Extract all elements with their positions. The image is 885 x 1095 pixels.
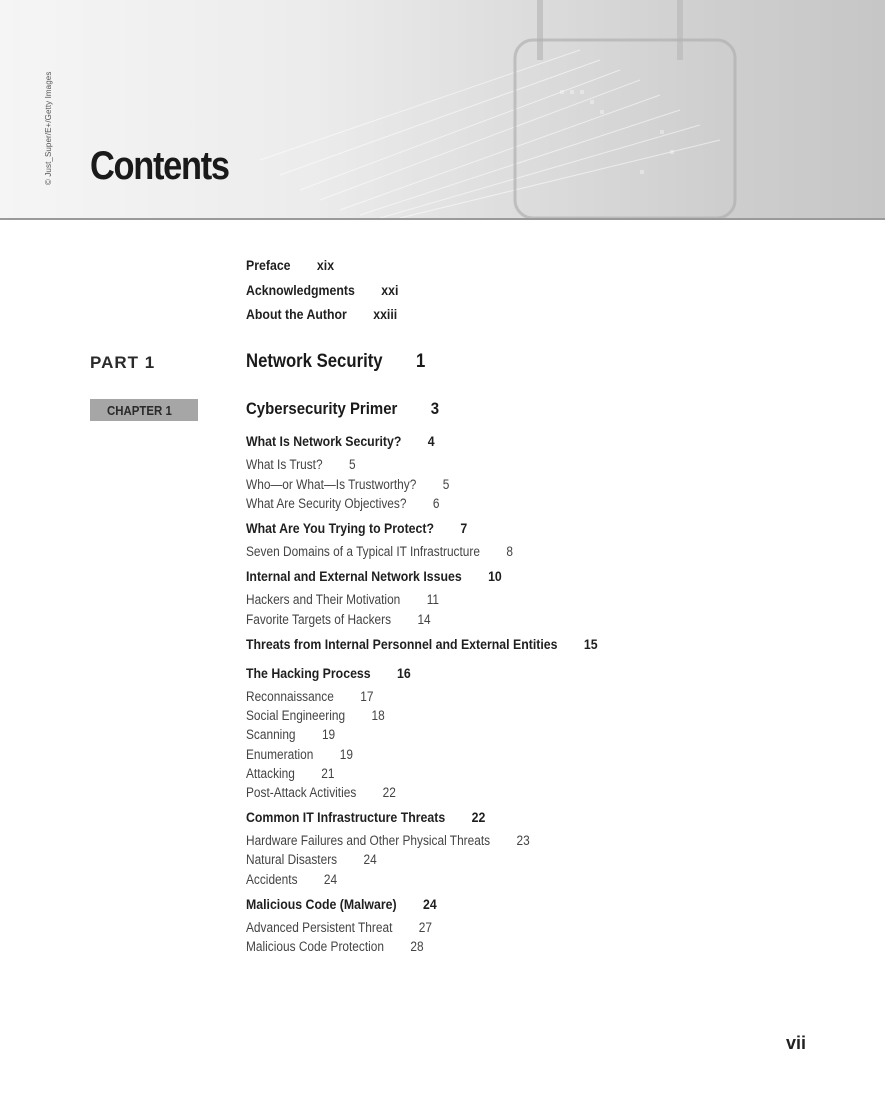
part-page: 1	[416, 351, 426, 372]
chapter-title-entry[interactable]	[246, 399, 465, 419]
toc-subsection-title: Attacking	[246, 766, 295, 781]
toc-subsection-title: Hardware Failures and Other Physical Threats	[246, 833, 491, 848]
toc-subsection-title: Favorite Targets of Hackers	[246, 612, 392, 627]
toc-subsection-title: Social Engineering	[246, 708, 346, 723]
toc-subsection-page: 11	[426, 592, 440, 607]
toc-section-page: 16	[397, 665, 411, 681]
toc-subsection-page: 23	[516, 833, 530, 848]
toc-subsection-title: Who—or What—Is Trustworthy?	[246, 477, 417, 492]
chapter-label-box	[90, 399, 198, 421]
toc-section-page: 22	[471, 809, 486, 825]
toc-section[interactable]	[246, 665, 433, 681]
toc-section[interactable]	[246, 809, 518, 825]
chapter-label: CHAPTER 1	[107, 402, 173, 418]
toc-subsection-page: 27	[418, 920, 433, 935]
toc-subsection-title: What Is Trust?	[246, 457, 323, 472]
toc-section[interactable]	[246, 520, 497, 536]
toc-subsection-title: Accidents	[246, 872, 298, 887]
toc-subsection-page: 19	[321, 727, 336, 742]
toc-subsection-title: Enumeration	[246, 747, 314, 762]
toc-subsection[interactable]	[246, 727, 347, 742]
toc-subsection-title: Post-Attack Activities	[246, 785, 357, 800]
part-title-entry[interactable]	[246, 351, 450, 373]
toc-section-title: Threats from Internal Personnel and External Entities	[246, 636, 558, 652]
toc-subsection-page: 8	[506, 544, 513, 559]
toc-section-title: Malicious Code (Malware)	[246, 896, 397, 912]
toc-entry-title: About the Author	[246, 306, 347, 322]
toc-subsection[interactable]	[246, 833, 568, 848]
toc-section-page: 24	[423, 896, 437, 912]
toc-subsection-page: 14	[417, 612, 431, 627]
toc-subsection[interactable]	[246, 457, 371, 472]
toc-entry-about-author[interactable]	[246, 306, 418, 322]
toc-section[interactable]	[246, 636, 646, 652]
toc-section-title: Common IT Infrastructure Threats	[246, 809, 446, 825]
toc-subsection-title: Scanning	[246, 727, 296, 742]
toc-subsection[interactable]	[246, 612, 456, 627]
toc-section-page: 10	[488, 568, 502, 584]
toc-entry-page: xxi	[381, 282, 399, 298]
toc-subsection[interactable]	[246, 920, 457, 935]
toc-section[interactable]	[246, 433, 460, 449]
toc-subsection[interactable]	[246, 477, 477, 492]
toc-subsection-page: 24	[323, 872, 338, 887]
toc-subsection-page: 19	[339, 747, 353, 762]
photo-credit: © Just_Super/E+/Getty Images	[44, 71, 53, 185]
toc-subsection-page: 5	[442, 477, 450, 492]
toc-subsection-title: What Are Security Objectives?	[246, 496, 407, 511]
toc-entry-page: xix	[316, 257, 335, 273]
chapter-title: Cybersecurity Primer	[246, 399, 398, 418]
toc-subsection-page: 22	[382, 785, 396, 800]
toc-subsection-title: Malicious Code Protection	[246, 939, 385, 954]
part-title: Network Security	[246, 351, 383, 372]
toc-subsection[interactable]	[246, 708, 404, 723]
toc-subsection[interactable]	[246, 496, 466, 511]
toc-entry-acknowledgments[interactable]	[246, 282, 419, 298]
toc-subsection[interactable]	[246, 689, 391, 704]
toc-subsection[interactable]	[246, 939, 448, 954]
toc-subsection-page: 6	[432, 496, 440, 511]
toc-subsection-page: 28	[410, 939, 424, 954]
toc-subsection[interactable]	[246, 852, 395, 867]
toc-subsection-page: 21	[321, 766, 335, 781]
toc-section-title: What Is Network Security?	[246, 433, 402, 449]
toc-entry-page: xxiii	[373, 306, 398, 322]
toc-subsection[interactable]	[246, 872, 350, 887]
toc-subsection[interactable]	[246, 747, 368, 762]
header-banner	[0, 0, 885, 220]
page-number: vii	[786, 1033, 807, 1053]
toc-entry-title: Acknowledgments	[246, 282, 355, 298]
toc-section[interactable]	[246, 896, 463, 912]
toc-section-title: What Are You Trying to Protect?	[246, 520, 435, 536]
toc-section-page: 7	[460, 520, 468, 536]
toc-section-page: 15	[583, 636, 598, 652]
toc-section-title: Internal and External Network Issues	[246, 568, 462, 584]
toc-subsection-title: Natural Disasters	[246, 852, 338, 867]
toc-subsection-page: 24	[363, 852, 377, 867]
toc-subsection[interactable]	[246, 785, 416, 800]
toc-entry-title: Preface	[246, 257, 291, 273]
toc-subsection-title: Advanced Persistent Threat	[246, 920, 393, 935]
toc-subsection-title: Reconnaissance	[246, 689, 334, 704]
toc-subsection-title: Hackers and Their Motivation	[246, 592, 401, 607]
page-title: Contents	[90, 144, 229, 188]
chapter-page: 3	[430, 399, 440, 418]
toc-entry-preface[interactable]	[246, 257, 346, 273]
toc-subsection-page: 18	[371, 708, 385, 723]
toc-subsection[interactable]	[246, 766, 347, 781]
toc-section-title: The Hacking Process	[246, 665, 371, 681]
toc-subsection-title: Seven Domains of a Typical IT Infrastructure	[246, 544, 480, 559]
toc-section-page: 4	[427, 433, 435, 449]
toc-subsection-page: 17	[360, 689, 374, 704]
toc-section[interactable]	[246, 568, 537, 584]
toc-subsection-page: 5	[348, 457, 356, 472]
part-label: PART 1	[90, 353, 156, 372]
toc-subsection[interactable]	[246, 592, 465, 607]
toc-subsection[interactable]	[246, 544, 549, 559]
